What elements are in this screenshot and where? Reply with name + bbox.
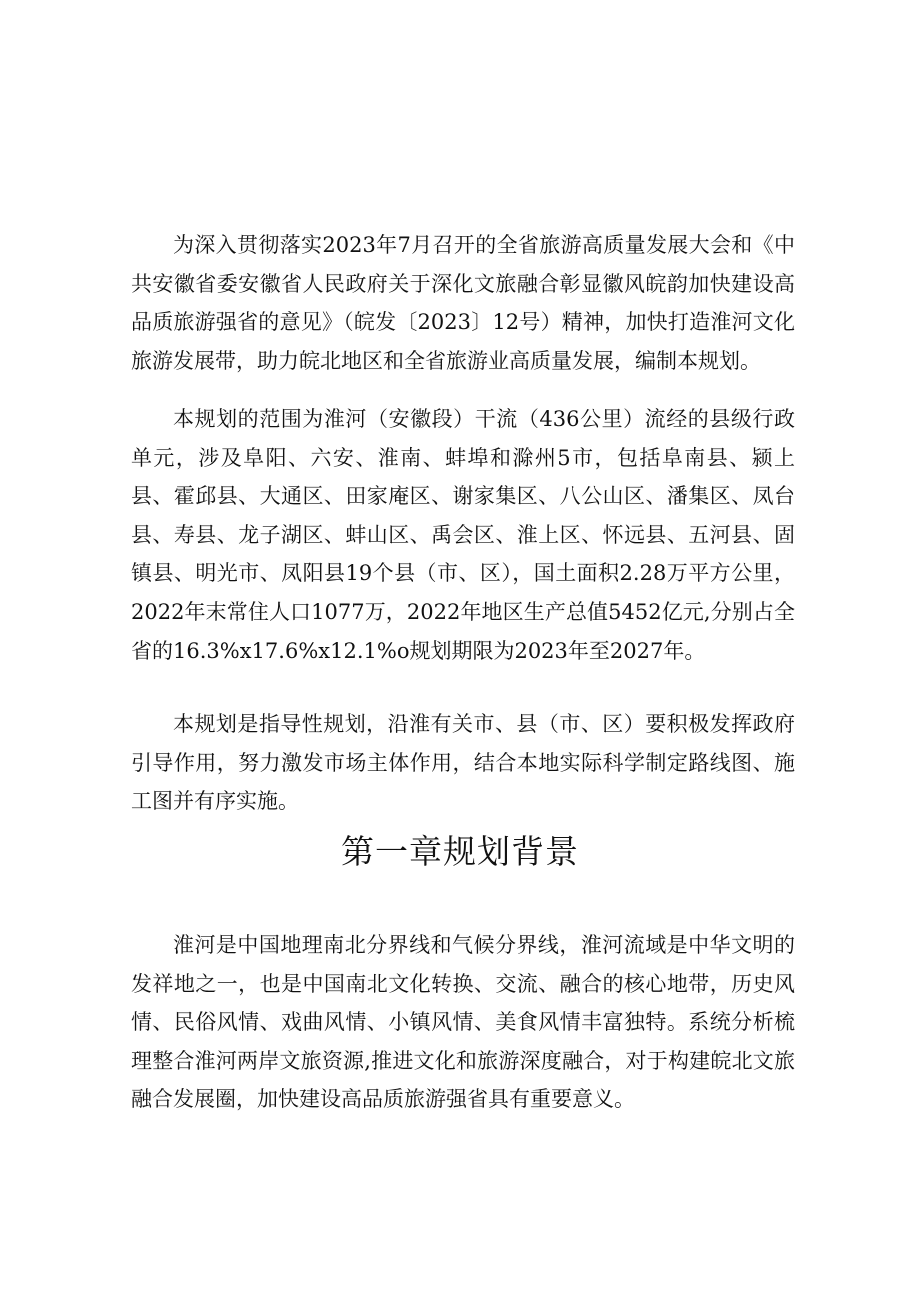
chapter-title: 第一章规划背景 — [341, 832, 579, 871]
chapter-paragraph-background: 淮河是中国地理南北分界线和气候分界线，淮河流域是中华文明的发祥地之一，也是中国南北文化转换、交流、融合的核心地带，历史风情、民俗风情、戏曲风情、小镇风情、美食风情丰富独特。系统分析梳理整合淮河两岸文旅资源,推进文化和旅游深度融合，对于构建皖北文旅融合发展圈，加快建设高品质旅游强省具有重要意义。 — [131, 933, 795, 1112]
intro-paragraph-scope: 本规划的范围为淮河（安徽段）干流（436公里）流经的县级行政单元，涉及阜阳、六安、淮南、蚌埠和滁州5市，包括阜南县、颍上县、霍邱县、大通区、田家庵区、谢家集区、八公山区、潘集区、凤台县、寿县、龙子湖区、蚌山区、禹会区、淮上区、怀远县、五河县、固镇县、明光市、凤阳县19个县（市、区），国土面积2.28万平方公里，2022年末常住人口1077万，2022年地区生产总值5452亿元,分别占全省的16.3%x17.6%x12.1%o规划期限为2023年至2027年。 — [131, 407, 795, 663]
intro-paragraph-purpose: 为深入贯彻落实2023年7月召开的全省旅游高质量发展大会和《中共安徽省委安徽省人民政府关于深化文旅融合彰显徽风皖韵加快建设高品质旅游强省的意见》（皖发〔2023〕12号）精神，加快打造淮河文化旅游发展带，助力皖北地区和全省旅游业高质量发展，编制本规划。 — [131, 233, 795, 373]
intro-paragraph-guidance: 本规划是指导性规划，沿淮有关市、县（市、区）要积极发挥政府引导作用，努力激发市场主体作用，结合本地实际科学制定路线图、施工图并有序实施。 — [131, 712, 795, 814]
